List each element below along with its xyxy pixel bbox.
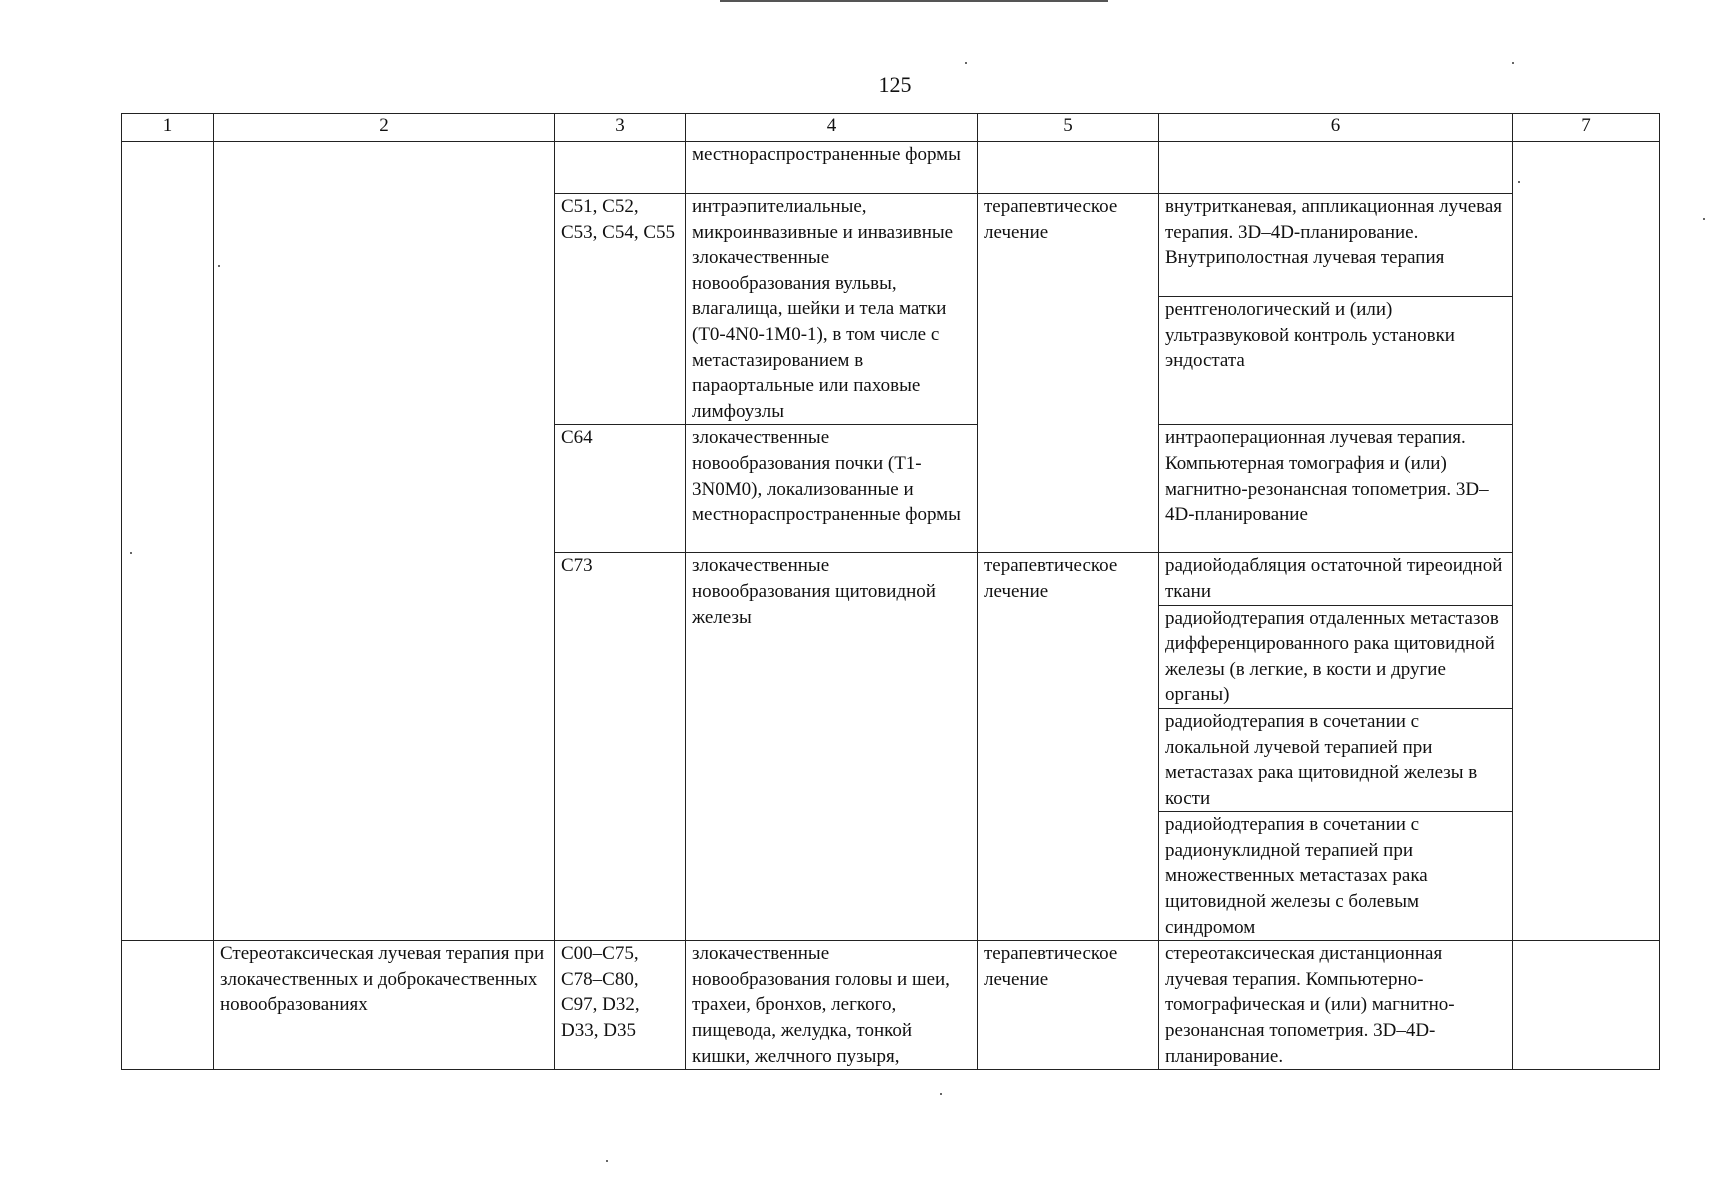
cell-col2: Стереотаксическая лучевая терапия при злокачественных и доброкачественных новообразованиях — [214, 941, 555, 1070]
cell-col6: радиойодтерапия в сочетании с локальной лучевой терапией при метастазах рака щитовидной железы в кости — [1159, 708, 1513, 811]
cell-col7-empty — [1513, 142, 1660, 941]
cell-col6: рентгенологический и (или) ультразвуковой контроль установки эндостата — [1159, 297, 1513, 425]
cell-col3: C64 — [555, 425, 686, 553]
cell-col4: местнораспространенные формы — [686, 142, 978, 194]
cell-col3: C73 — [555, 553, 686, 941]
cell-col4: злокачественные новообразования щитовидной железы — [686, 553, 978, 941]
cell-col6: интраоперационная лучевая терапия. Компьютерная томография и (или) магнитно-резонансная топометрия. 3D–4D-планирование — [1159, 425, 1513, 553]
cell-col4: злокачественные новообразования головы и шеи, трахеи, бронхов, легкого, пищевода, желудка, тонкой кишки, желчного пузыря, — [686, 941, 978, 1070]
cell-col6: радиойодтерапия отдаленных метастазов дифференцированного рака щитовидной железы (в легкие, в кости и другие органы) — [1159, 605, 1513, 708]
column-header-2: 2 — [214, 114, 555, 142]
cell-col3: C00–C75, C78–C80, C97, D32, D33, D35 — [555, 941, 686, 1070]
cell-col5 — [978, 142, 1159, 194]
table-row — [122, 941, 1660, 1070]
cell-col3: C51, C52, C53, C54, C55 — [555, 194, 686, 425]
top-rule — [720, 0, 1108, 2]
cell-col1-empty — [122, 142, 214, 941]
column-header-4: 4 — [686, 114, 978, 142]
column-header-5: 5 — [978, 114, 1159, 142]
cell-col5: терапевтическое лечение — [978, 941, 1159, 1070]
cell-col6: радиойодтерапия в сочетании с радионуклидной терапией при множественных метастазах рака щитовидной железы с болевым синдромом — [1159, 812, 1513, 941]
cell-col7 — [1513, 941, 1660, 1070]
table-row — [122, 142, 1660, 194]
column-header-1: 1 — [122, 114, 214, 142]
cell-col1 — [122, 941, 214, 1070]
cell-col6: стереотаксическая дистанционная лучевая терапия. Компьютерно-томографическая и (или) магнитно-резонансная топометрия. 3D–4D-планирование. — [1159, 941, 1513, 1070]
column-header-7: 7 — [1513, 114, 1660, 142]
cell-col5: терапевтическое лечение — [978, 553, 1159, 941]
column-number-row — [122, 114, 1660, 142]
cell-col6: внутритканевая, аппликационная лучевая терапия. 3D–4D-планирование. Внутриполостная лучевая терапия — [1159, 194, 1513, 297]
page-number: 125 — [878, 72, 912, 97]
cell-col4: интраэпителиальные, микроинвазивные и инвазивные злокачественные новообразования вульвы, влагалища, шейки и тела матки (T0-4N0-1M0-1), в том числе с метастазированием в параортальные или паховые лимфоузлы — [686, 194, 978, 425]
medical-care-table — [121, 113, 1660, 1070]
cell-col5: терапевтическое лечение — [978, 194, 1159, 553]
cell-col6 — [1159, 142, 1513, 194]
cell-col3 — [555, 142, 686, 194]
cell-col6: радиойодабляция остаточной тиреоидной ткани — [1159, 553, 1513, 605]
cell-col2-empty — [214, 142, 555, 941]
column-header-3: 3 — [555, 114, 686, 142]
cell-col4: злокачественные новообразования почки (T1-3N0M0), локализованные и местнораспространенные формы — [686, 425, 978, 553]
column-header-6: 6 — [1159, 114, 1513, 142]
